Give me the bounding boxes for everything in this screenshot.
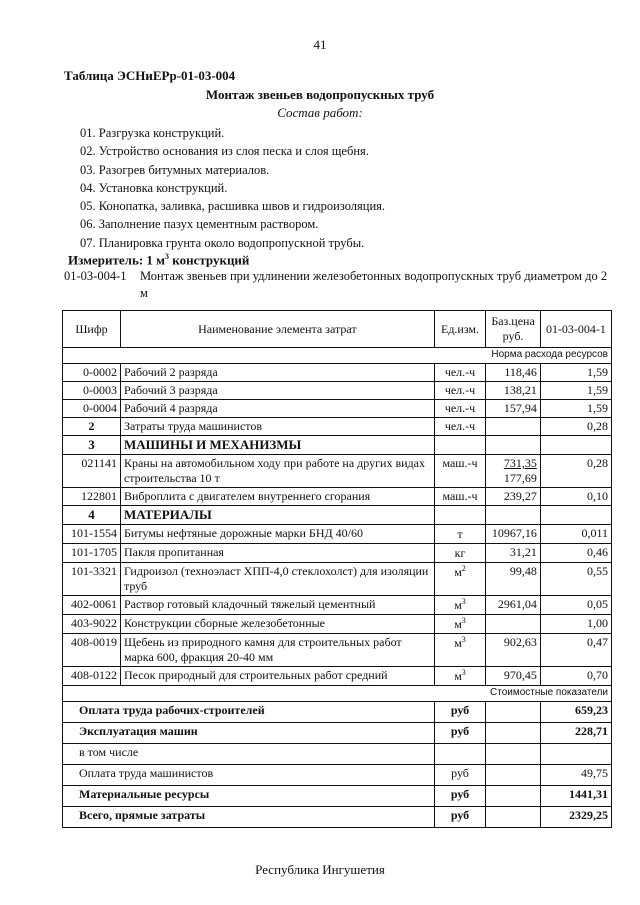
total-unit: руб xyxy=(434,765,485,786)
resource-table xyxy=(62,310,612,828)
row-unit: чел.-ч xyxy=(434,382,485,400)
total-unit: руб xyxy=(434,807,485,828)
empty-cell xyxy=(486,723,541,744)
row-unit: маш.-ч xyxy=(434,455,485,488)
table-row xyxy=(63,400,612,418)
total-value: 659,23 xyxy=(540,702,611,723)
table-row xyxy=(63,544,612,563)
empty-cell xyxy=(540,506,611,525)
header-code: Шифр xyxy=(63,311,121,348)
norm-description: Монтаж звеньев при удлинении железобетонных водопропускных труб диаметром до 2 м xyxy=(140,269,608,300)
total-row xyxy=(63,744,612,765)
table-row xyxy=(63,364,612,382)
total-label: Оплата труда машинистов xyxy=(63,765,435,786)
row-name: Краны на автомобильном ходу при работе на других видах строительства 10 т xyxy=(120,455,434,488)
header-unit: Ед.изм. xyxy=(434,311,485,348)
row-name: Пакля пропитанная xyxy=(120,544,434,563)
row-price-main: 731,35 xyxy=(503,456,537,470)
row-value: 1,59 xyxy=(540,400,611,418)
totals-rows xyxy=(63,702,612,828)
row-value: 1,00 xyxy=(540,615,611,634)
norm-code: 01-03-004-1 xyxy=(64,269,127,283)
row-unit-text: т xyxy=(457,527,463,541)
table-header-row xyxy=(63,311,612,348)
empty-cell xyxy=(486,702,541,723)
total-unit: руб xyxy=(434,723,485,744)
row-unit-sup: 3 xyxy=(461,616,466,625)
row-code: 403-9022 xyxy=(63,615,121,634)
total-label: Материальные ресурсы xyxy=(63,786,435,807)
meter-sup: 3 xyxy=(165,252,170,261)
row-name: Раствор готовый кладочный тяжелый цементный xyxy=(120,596,434,615)
row-name: Гидроизол (техноэласт ХПП-4,0 стеклохолст) для изоляции труб xyxy=(120,563,434,596)
row-unit xyxy=(434,544,485,563)
row-unit: чел.-ч xyxy=(434,364,485,382)
meter-label: Измеритель: 1 м xyxy=(68,252,166,268)
meter-suffix: конструкций xyxy=(169,252,250,268)
row-price: 239,27 xyxy=(486,488,541,506)
row-value: 0,55 xyxy=(540,563,611,596)
row-code: 2 xyxy=(63,418,121,436)
row-unit-text: м xyxy=(454,636,462,650)
table-row xyxy=(63,563,612,596)
work-item: 05. Конопатка, заливка, расшивка швов и гидроизоляция. xyxy=(80,199,386,214)
total-row xyxy=(63,702,612,723)
work-item: 02. Устройство основания из слоя песка и слоя щебня. xyxy=(80,144,369,159)
row-code: 101-1705 xyxy=(63,544,121,563)
section-code: 4 xyxy=(63,506,121,525)
work-item: 04. Установка конструкций. xyxy=(80,180,228,195)
row-unit xyxy=(434,563,485,596)
row-unit xyxy=(434,634,485,667)
row-price xyxy=(486,455,541,488)
row-code: 408-0019 xyxy=(63,634,121,667)
work-item: 01. Разгрузка конструкций. xyxy=(80,126,225,140)
row-name: Щебень из природного камня для строительных работ марка 600, фракция 20-40 мм xyxy=(120,634,434,667)
row-value: 1,59 xyxy=(540,382,611,400)
header-name: Наименование элемента затрат xyxy=(120,311,434,348)
row-price: 2961,04 xyxy=(486,596,541,615)
row-code: 101-3321 xyxy=(63,563,121,596)
total-label: Эксплуатация машин xyxy=(63,723,435,744)
empty-cell xyxy=(434,506,485,525)
row-unit: маш.-ч xyxy=(434,488,485,506)
row-unit-sup: 3 xyxy=(461,597,466,606)
total-unit xyxy=(434,744,485,765)
empty-cell xyxy=(486,506,541,525)
work-item: 07. Планировка грунта около водопропускной трубы. xyxy=(80,235,365,250)
section-row-machines xyxy=(63,436,612,455)
row-value: 0,10 xyxy=(540,488,611,506)
total-value: 228,71 xyxy=(540,723,611,744)
work-item: 06. Заполнение пазух цементным раствором. xyxy=(80,217,319,232)
norm-label-row xyxy=(63,348,612,364)
row-name: Рабочий 3 разряда xyxy=(120,382,434,400)
row-price-secondary: 177,69 xyxy=(503,471,537,485)
table-row xyxy=(63,488,612,506)
empty-cell xyxy=(486,436,541,455)
table-row xyxy=(63,382,612,400)
row-code: 0-0002 xyxy=(63,364,121,382)
row-name: Затраты труда машинистов xyxy=(120,418,434,436)
row-code: 021141 xyxy=(63,455,121,488)
row-price xyxy=(486,615,541,634)
table-row xyxy=(63,615,612,634)
header-price: Баз.цена руб. xyxy=(486,311,541,348)
total-row xyxy=(63,786,612,807)
total-value: 49,75 xyxy=(540,765,611,786)
total-label: в том числе xyxy=(63,744,435,765)
table-row xyxy=(63,667,612,686)
table-row xyxy=(63,455,612,488)
row-price: 138,21 xyxy=(486,382,541,400)
row-price: 31,21 xyxy=(486,544,541,563)
table-row xyxy=(63,525,612,544)
row-price: 10967,16 xyxy=(486,525,541,544)
meter-line xyxy=(68,252,249,268)
total-row xyxy=(63,723,612,744)
total-label: Всего, прямые затраты xyxy=(63,807,435,828)
empty-cell xyxy=(434,436,485,455)
total-unit: руб xyxy=(434,786,485,807)
total-value: 2329,25 xyxy=(540,807,611,828)
row-price xyxy=(486,418,541,436)
empty-cell xyxy=(486,786,541,807)
row-price: 157,94 xyxy=(486,400,541,418)
cost-label-row xyxy=(63,686,612,702)
section-title: Монтаж звеньев водопропускных труб xyxy=(205,87,435,102)
total-value xyxy=(540,744,611,765)
row-value: 0,46 xyxy=(540,544,611,563)
row-value: 0,47 xyxy=(540,634,611,667)
row-name: Битумы нефтяные дорожные марки БНД 40/60 xyxy=(120,525,434,544)
row-name: Рабочий 4 разряда xyxy=(120,400,434,418)
table-row xyxy=(63,596,612,615)
row-value: 0,28 xyxy=(540,418,611,436)
empty-cell xyxy=(486,807,541,828)
row-unit-text: м xyxy=(454,598,462,612)
row-code: 0-0003 xyxy=(63,382,121,400)
section-row-materials xyxy=(63,506,612,525)
row-value: 0,70 xyxy=(540,667,611,686)
row-name: Виброплита с двигателем внутреннего сгорания xyxy=(120,488,434,506)
work-item: 03. Разогрев битумных материалов. xyxy=(80,162,270,177)
row-unit xyxy=(434,596,485,615)
page-number: 41 xyxy=(313,37,327,52)
row-code: 408-0122 xyxy=(63,667,121,686)
row-code: 0-0004 xyxy=(63,400,121,418)
row-value: 0,05 xyxy=(540,596,611,615)
section-code: 3 xyxy=(63,436,121,455)
header-value: 01-03-004-1 xyxy=(540,311,611,348)
empty-cell xyxy=(486,765,541,786)
table-title: Таблица ЭСНиЕРр-01-03-004 xyxy=(64,68,236,83)
row-code: 101-1554 xyxy=(63,525,121,544)
table-row xyxy=(63,418,612,436)
norm-code-line xyxy=(64,268,610,302)
row-unit-sup: 3 xyxy=(461,668,466,677)
row-unit-sup: 2 xyxy=(461,564,466,573)
row-value: 0,28 xyxy=(540,455,611,488)
section-name: МАТЕРИАЛЫ xyxy=(120,506,434,525)
empty-cell xyxy=(486,744,541,765)
row-code: 122801 xyxy=(63,488,121,506)
row-code: 402-0061 xyxy=(63,596,121,615)
row-name: Рабочий 2 разряда xyxy=(120,364,434,382)
row-unit xyxy=(434,525,485,544)
total-value: 1441,31 xyxy=(540,786,611,807)
works-subtitle: Состав работ: xyxy=(277,105,363,120)
total-unit: руб xyxy=(434,702,485,723)
row-name: Конструкции сборные железобетонные xyxy=(120,615,434,634)
works-list xyxy=(80,124,385,252)
total-row xyxy=(63,807,612,828)
row-unit xyxy=(434,667,485,686)
empty-cell xyxy=(540,436,611,455)
row-unit xyxy=(434,615,485,634)
section-name: МАШИНЫ И МЕХАНИЗМЫ xyxy=(120,436,434,455)
row-unit-text: м xyxy=(454,617,462,631)
row-value: 1,59 xyxy=(540,364,611,382)
footer-region: Республика Ингушетия xyxy=(255,862,385,877)
row-unit-text: м xyxy=(454,565,462,579)
row-unit-text: м xyxy=(454,669,462,683)
total-row xyxy=(63,765,612,786)
row-unit-text: кг xyxy=(454,546,466,560)
row-price: 118,46 xyxy=(486,364,541,382)
row-price: 970,45 xyxy=(486,667,541,686)
norm-label: Норма расхода ресурсов xyxy=(63,348,612,364)
row-name: Песок природный для строительных работ средний xyxy=(120,667,434,686)
row-unit: чел.-ч xyxy=(434,418,485,436)
row-value: 0,011 xyxy=(540,525,611,544)
total-label: Оплата труда рабочих-строителей xyxy=(63,702,435,723)
row-price: 902,63 xyxy=(486,634,541,667)
row-price: 99,48 xyxy=(486,563,541,596)
table-row xyxy=(63,634,612,667)
row-unit: чел.-ч xyxy=(434,400,485,418)
materials-rows xyxy=(63,525,612,686)
cost-label: Стоимостные показатели xyxy=(63,686,612,702)
row-unit-sup: 3 xyxy=(461,635,466,644)
